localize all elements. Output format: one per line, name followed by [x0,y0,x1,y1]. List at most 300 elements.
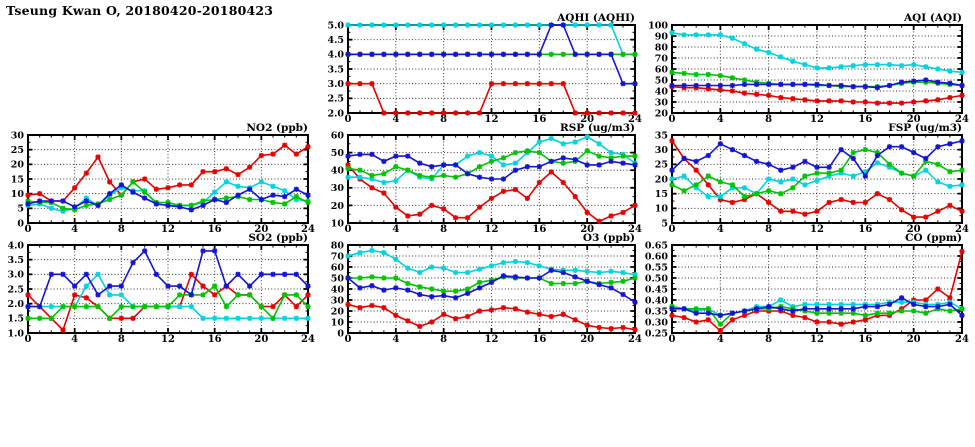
series-blue-marker [177,283,182,288]
series-green-marker [247,197,252,202]
y-tick-label: 0.50 [644,273,668,285]
series-cyan-marker [270,184,275,189]
series-blue-marker [60,198,65,203]
series-blue-marker [49,272,54,277]
y-tick-label: 4.0 [7,240,24,252]
series-red-marker [200,169,205,174]
series-red-marker [513,306,518,311]
series-red-marker [357,305,362,310]
series-cyan-marker [177,304,182,309]
chart-aqi [648,10,975,125]
y-tick-label: 60 [654,64,668,76]
series-cyan-marker [513,259,518,264]
y-tick-label: 10 [654,203,668,215]
series-red-marker [381,190,386,195]
series-green-marker [778,191,783,196]
y-tick-label: 0.30 [644,317,668,329]
series-cyan-marker [537,22,542,27]
series-blue-marker [154,272,159,277]
series-blue-marker [525,52,530,57]
series-blue-marker [200,248,205,253]
y-tick-label: 50 [330,148,344,159]
series-blue-marker [235,193,240,198]
x-tick-label: 16 [207,334,222,345]
series-green-marker [947,308,952,313]
series-red-marker [453,110,458,115]
series-cyan-marker [826,65,831,70]
series-blue-marker [417,52,422,57]
series-blue-marker [851,306,856,311]
series-red-marker [537,312,542,317]
series-red-marker [778,95,783,100]
series-green-marker [911,308,916,313]
series-red-marker [549,314,554,319]
series-red-marker [369,185,374,190]
series-cyan-marker [345,253,350,258]
series-blue-marker [49,198,54,203]
series-blue-marker [489,176,494,181]
series-red-marker [429,319,434,324]
series-blue-marker [247,283,252,288]
series-blue-marker [681,306,686,311]
series-green-marker [911,173,916,178]
series-green-marker [513,150,518,155]
series-blue-marker [947,81,952,86]
y-tick-label: 20 [654,108,668,120]
series-blue-marker [947,141,952,146]
series-green-marker [706,72,711,77]
series-cyan-marker [839,64,844,69]
y-tick-label: 80 [330,240,344,252]
series-red-marker [632,327,637,332]
y-tick-label: 25 [654,159,668,171]
x-tick-label: 24 [955,334,969,345]
series-red-marker [585,323,590,328]
series-blue-marker [694,311,699,316]
series-blue-marker [935,80,940,85]
series-cyan-marker [489,263,494,268]
series-green-marker [681,71,686,76]
series-red-marker [60,327,65,332]
series-blue-marker [259,197,264,202]
series-cyan-marker [282,188,287,193]
series-cyan-marker [706,32,711,37]
series-blue-marker [235,272,240,277]
series-green-marker [681,188,686,193]
series-cyan-marker [766,176,771,181]
series-cyan-marker [489,22,494,27]
series-cyan-marker [405,22,410,27]
series-blue-marker [441,52,446,57]
series-blue-marker [632,300,637,305]
series-blue-marker [959,138,964,143]
series-green-marker [477,280,482,285]
series-blue-marker [453,52,458,57]
series-blue-marker [465,291,470,296]
series-cyan-marker [259,179,264,184]
series-red-marker [477,110,482,115]
series-red-marker [887,101,892,106]
series-blue-marker [465,171,470,176]
y-tick-label: 70 [654,53,668,65]
series-blue-marker [730,147,735,152]
series-blue-marker [899,295,904,300]
series-red-marker [357,81,362,86]
series-red-marker [465,314,470,319]
y-tick-label: 3.5 [7,255,24,267]
series-green-marker [947,169,952,174]
series-red-marker [345,302,350,307]
series-green-marker [212,283,217,288]
series-blue-marker [357,152,362,157]
y-tick-label: 15 [654,189,668,201]
y-tick-label: 20 [330,200,344,212]
series-green-marker [754,191,759,196]
series-blue-marker [417,161,422,166]
series-red-marker [730,88,735,93]
series-cyan-marker [790,59,795,64]
series-blue-marker [826,165,831,170]
y-tick-label: 50 [654,75,668,87]
x-tick-label: 4 [392,114,400,125]
series-red-marker [597,325,602,330]
series-blue-marker [620,81,625,86]
series-red-marker [706,182,711,187]
series-blue-marker [549,268,554,273]
series-blue-marker [766,82,771,87]
x-tick-label: 16 [207,224,222,235]
series-blue-marker [72,283,77,288]
series-green-marker [119,193,124,198]
series-green-marker [60,206,65,211]
series-blue-marker [585,279,590,284]
series-green-marker [417,173,422,178]
series-red-marker [477,308,482,313]
series-blue-marker [381,159,386,164]
series-cyan-marker [923,168,928,173]
series-red-marker [107,179,112,184]
series-green-marker [429,286,434,291]
series-cyan-marker [393,22,398,27]
series-cyan-marker [597,141,602,146]
series-cyan-marker [935,66,940,71]
series-red-marker [212,292,217,297]
series-red-marker [405,213,410,218]
series-blue-marker [477,175,482,180]
x-tick-label: 8 [440,334,448,345]
series-red-marker [620,110,625,115]
series-cyan-marker [887,62,892,67]
y-tick-label: 25 [10,145,24,157]
series-red-marker [826,98,831,103]
series-blue-marker [270,193,275,198]
series-blue-marker [706,311,711,316]
series-blue-marker [405,154,410,159]
series-red-marker [259,153,264,158]
series-blue-marker [923,304,928,309]
x-tick-label: 0 [24,334,32,345]
y-tick-label: 80 [654,42,668,54]
series-red-marker [742,91,747,96]
series-red-marker [393,313,398,318]
y-tick-label: 20 [10,159,24,171]
series-blue-marker [826,306,831,311]
series-red-marker [381,110,386,115]
series-blue-marker [224,200,229,205]
series-cyan-marker [224,179,229,184]
series-red-marker [465,110,470,115]
series-green-marker [899,308,904,313]
series-green-marker [381,171,386,176]
x-tick-label: 20 [906,334,921,345]
series-blue-marker [935,304,940,309]
series-blue-marker [84,198,89,203]
series-green-marker [573,281,578,286]
series-green-marker [200,292,205,297]
series-blue-marker [259,272,264,277]
series-red-marker [632,203,637,208]
series-red-marker [405,110,410,115]
series-green-marker [49,316,54,321]
x-tick-label: 20 [254,224,269,235]
series-cyan-marker [718,32,723,37]
series-red-marker [95,154,100,159]
series-red-marker [72,185,77,190]
series-blue-marker [923,77,928,82]
series-green-marker [923,311,928,316]
y-tick-label: 3.0 [327,79,344,91]
series-blue-marker [754,82,759,87]
series-cyan-marker [513,161,518,166]
x-tick-label: 16 [532,334,547,345]
series-blue-marker [608,52,613,57]
series-red-marker [718,328,723,333]
series-blue-marker [608,159,613,164]
y-tick-label: 2.0 [327,108,344,120]
series-cyan-marker [477,150,482,155]
series-cyan-marker [681,32,686,37]
y-tick-label: 40 [654,86,668,98]
series-cyan-marker [429,264,434,269]
series-blue-marker [790,165,795,170]
y-tick-label: 0.60 [644,251,668,263]
series-blue-marker [119,182,124,187]
series-cyan-marker [947,184,952,189]
series-cyan-marker [681,173,686,178]
series-red-marker [525,81,530,86]
series-red-marker [200,283,205,288]
series-blue-marker [911,150,916,155]
series-red-marker [802,315,807,320]
series-red-marker [513,81,518,86]
series-blue-marker [142,195,147,200]
series-cyan-marker [465,154,470,159]
series-green-marker [730,182,735,187]
series-red-marker [802,97,807,102]
series-blue-marker [669,83,674,88]
y-tick-label: 40 [330,165,344,177]
series-green-marker [25,316,30,321]
series-cyan-marker [730,36,735,41]
series-cyan-marker [814,178,819,183]
y-tick-label: 0.35 [644,306,668,318]
series-red-marker [899,101,904,106]
x-tick-label: 8 [440,224,448,235]
chart-title: CO (ppm) [905,232,962,244]
series-red-marker [730,317,735,322]
series-red-marker [608,110,613,115]
series-cyan-marker [235,184,240,189]
series-blue-marker [923,156,928,161]
y-tick-label: 90 [654,31,668,43]
series-green-marker [718,322,723,327]
x-tick-label: 20 [254,334,269,345]
series-red-marker [669,138,674,143]
series-cyan-marker [525,260,530,265]
series-red-marker [477,205,482,210]
series-blue-marker [381,52,386,57]
series-red-marker [911,215,916,220]
series-green-marker [959,168,964,173]
chart-no2 [0,120,330,235]
series-green-marker [814,171,819,176]
series-green-marker [453,175,458,180]
series-red-marker [189,272,194,277]
series-blue-marker [875,153,880,158]
series-blue-marker [60,272,65,277]
series-cyan-marker [345,175,350,180]
series-green-marker [305,200,310,205]
series-cyan-marker [669,30,674,35]
x-tick-label: 0 [668,114,676,125]
x-tick-label: 20 [906,114,921,125]
series-red-marker [814,319,819,324]
series-green-marker [429,175,434,180]
series-blue-marker [814,82,819,87]
series-cyan-marker [706,194,711,199]
series-red-marker [597,110,602,115]
series-blue-marker [537,52,542,57]
series-red-marker [923,98,928,103]
series-red-marker [778,209,783,214]
series-red-marker [911,99,916,104]
chart-rsp [330,120,660,235]
series-green-marker [620,52,625,57]
series-red-marker [525,196,530,201]
series-cyan-marker [911,62,916,67]
x-tick-label: 4 [392,224,400,235]
series-blue-marker [200,203,205,208]
series-green-marker [549,52,554,57]
series-blue-marker [429,52,434,57]
series-blue-marker [851,156,856,161]
series-red-marker [525,310,530,315]
series-green-marker [441,173,446,178]
series-red-marker [429,110,434,115]
series-cyan-marker [453,270,458,275]
series-blue-marker [887,144,892,149]
series-green-marker [95,304,100,309]
series-cyan-marker [212,316,217,321]
series-blue-marker [405,52,410,57]
series-red-marker [405,318,410,323]
series-blue-marker [357,285,362,290]
series-cyan-marker [393,257,398,262]
series-blue-marker [537,164,542,169]
series-red-line [28,274,308,330]
series-red-marker [441,312,446,317]
series-red-marker [393,205,398,210]
series-red-marker [369,303,374,308]
series-red-marker [620,325,625,330]
series-green-marker [899,171,904,176]
series-red-marker [453,215,458,220]
series-cyan-marker [282,316,287,321]
series-blue-marker [501,176,506,181]
series-red-marker [620,210,625,215]
series-green-marker [766,188,771,193]
series-blue-marker [549,22,554,27]
series-green-marker [694,72,699,77]
chart-so2 [0,230,330,345]
series-blue-marker [513,274,518,279]
x-tick-label: 16 [858,334,873,345]
series-green-marker [887,311,892,316]
series-green-marker [561,281,566,286]
series-cyan-marker [501,260,506,265]
series-blue-marker [453,295,458,300]
series-blue-marker [597,162,602,167]
series-blue-marker [694,159,699,164]
y-tick-label: 0.40 [644,295,668,307]
series-red-marker [814,98,819,103]
series-red-marker [177,182,182,187]
x-tick-label: 12 [484,334,499,345]
series-blue-marker [345,275,350,280]
x-tick-label: 0 [344,114,352,125]
x-tick-label: 8 [765,224,773,235]
y-tick-label: 0 [337,328,344,340]
series-blue-marker [537,275,542,280]
series-green-marker [525,148,530,153]
series-green-marker [270,200,275,205]
y-tick-label: 10 [330,218,344,230]
series-cyan-marker [899,63,904,68]
series-green-marker [282,292,287,297]
series-blue-marker [959,313,964,318]
series-green-marker [247,292,252,297]
series-blue-marker [270,272,275,277]
series-green-marker [790,185,795,190]
series-cyan-marker [477,22,482,27]
x-tick-label: 16 [532,114,547,125]
series-red-marker [453,316,458,321]
series-cyan-marker [465,270,470,275]
series-red-marker [790,96,795,101]
series-green-marker [381,275,386,280]
series-green-marker [802,173,807,178]
series-blue-marker [513,52,518,57]
series-blue-marker [863,173,868,178]
series-blue-marker [742,153,747,158]
y-tick-label: 20 [654,174,668,186]
series-red-marker [189,182,194,187]
chart-title: SO2 (ppb) [248,232,308,244]
series-red-marker [549,81,554,86]
y-tick-label: 30 [10,130,24,142]
series-red-marker [851,319,856,324]
series-cyan-marker [875,62,880,67]
